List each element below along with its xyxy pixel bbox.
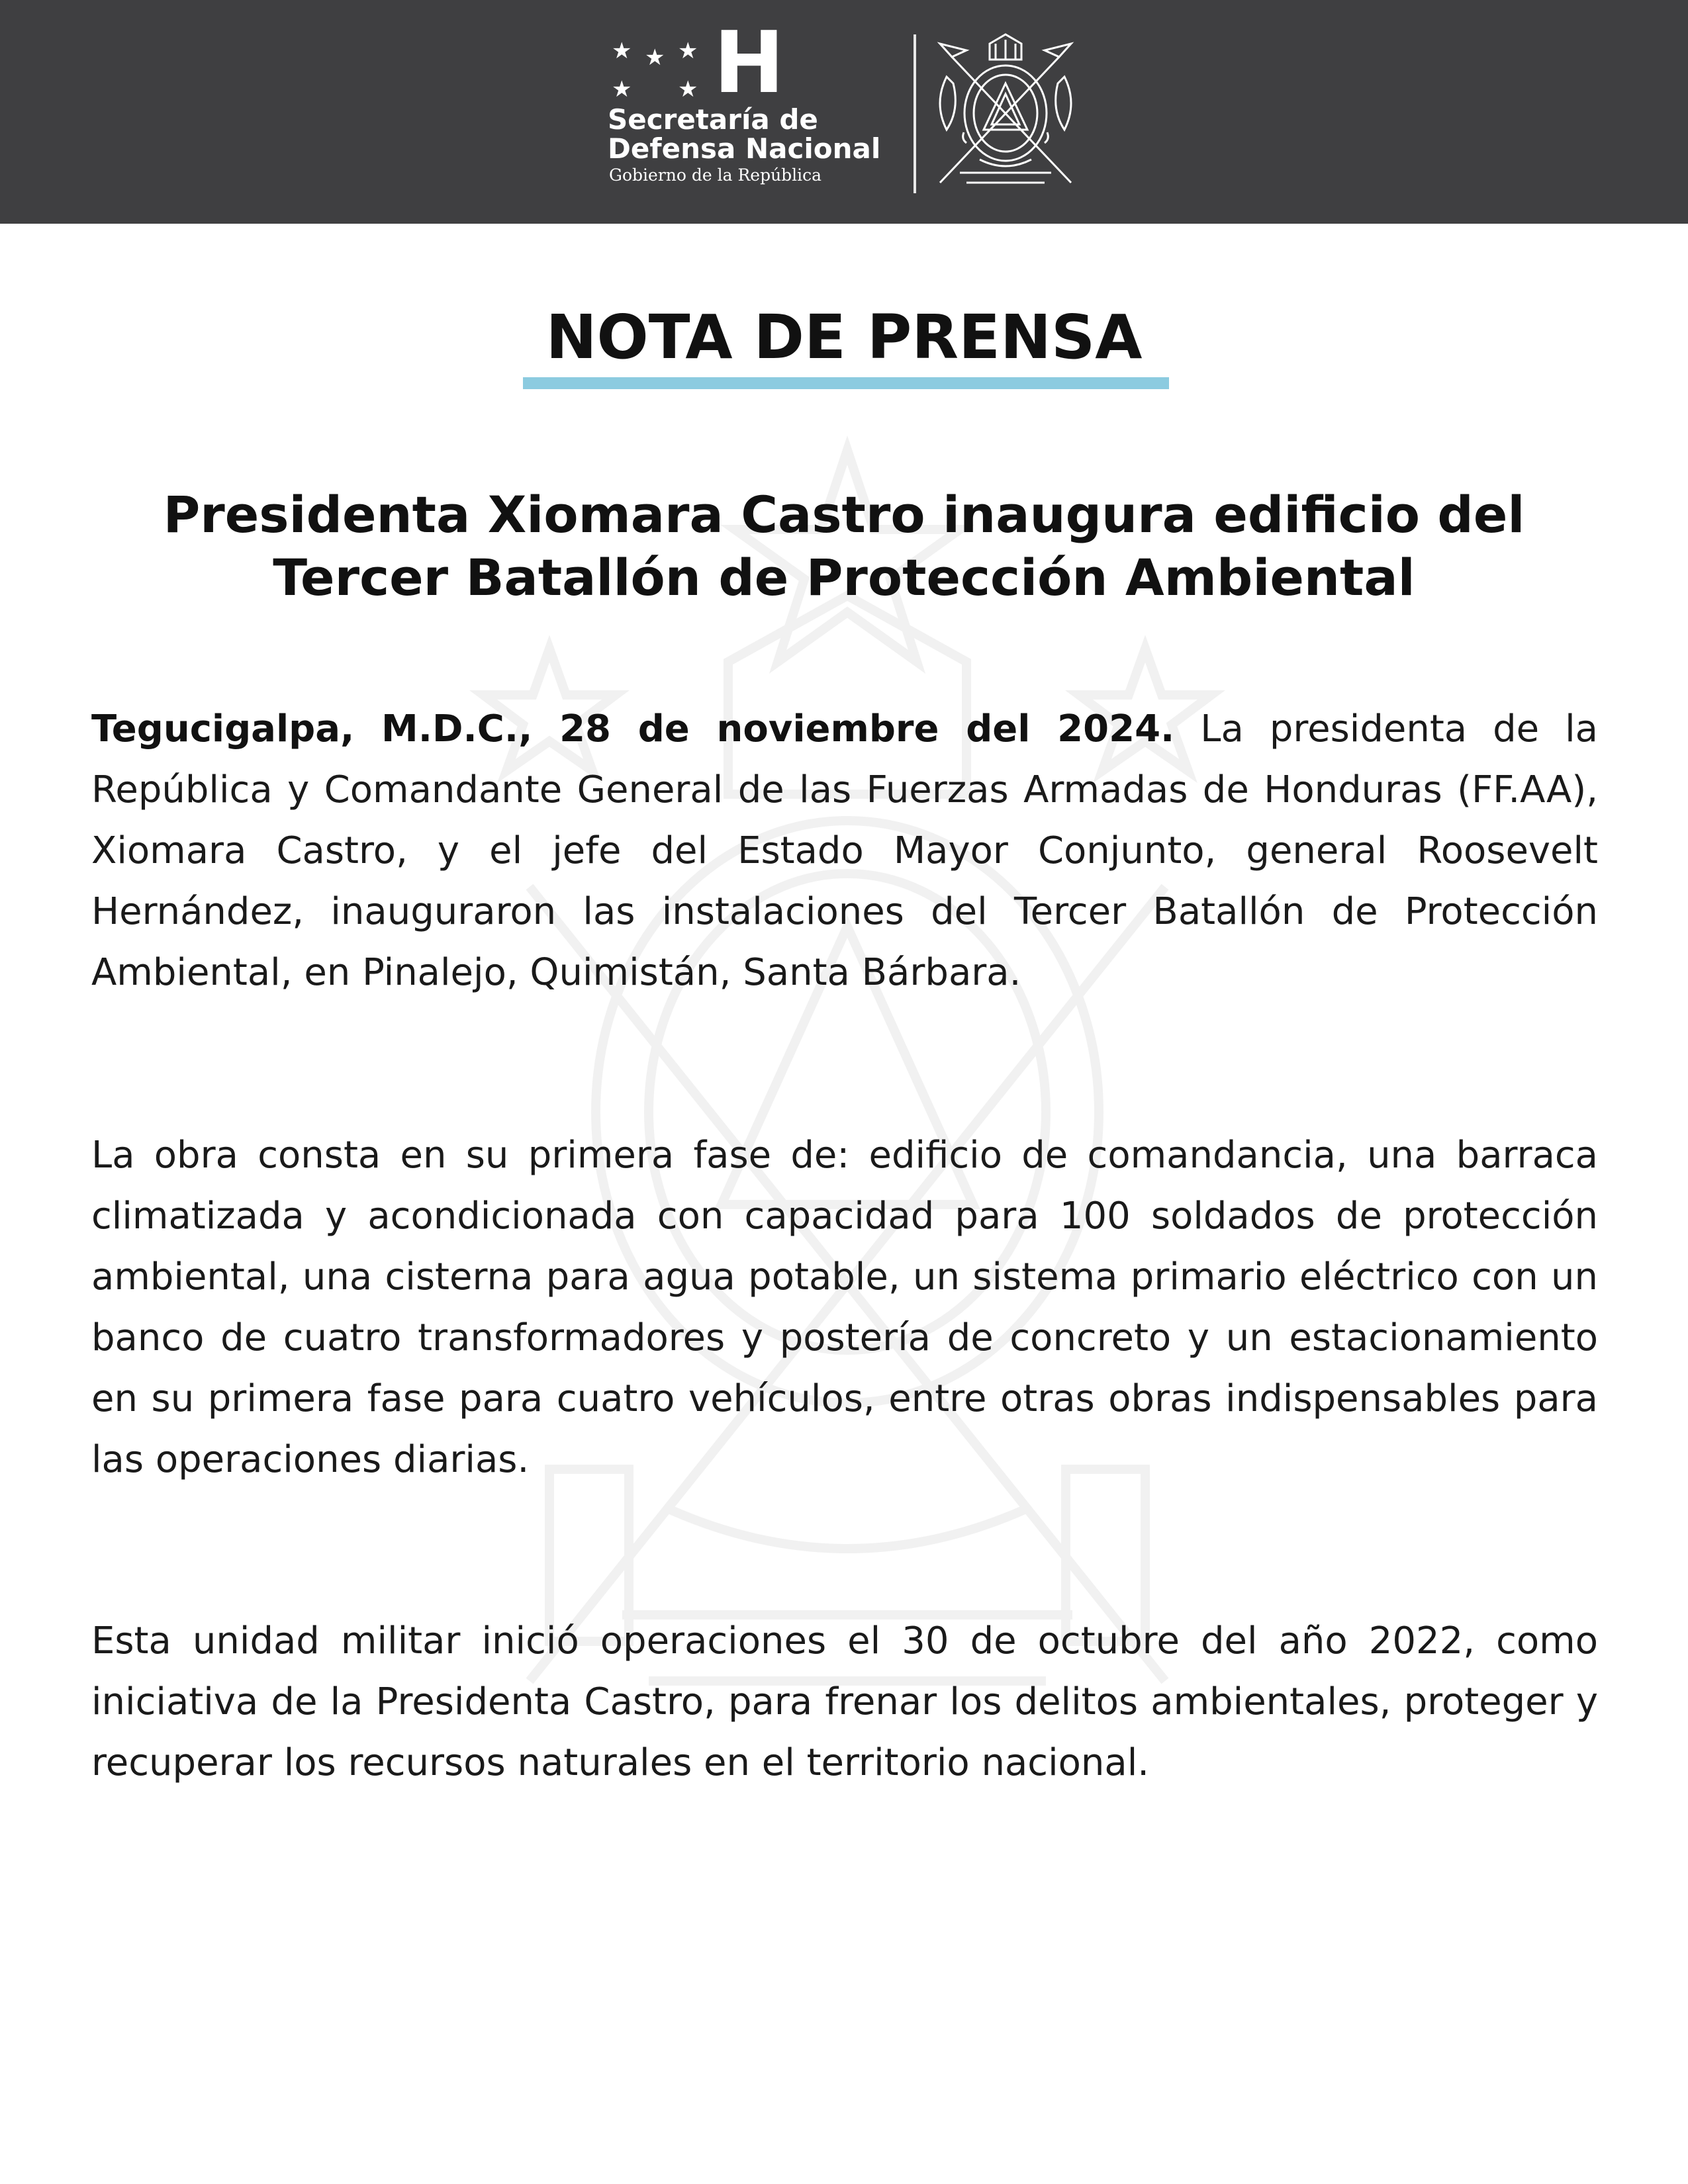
brand-letter: H: [714, 14, 785, 113]
dateline: Tegucigalpa, M.D.C., 28 de noviembre del 2024.: [91, 707, 1175, 751]
paragraph-1-text: La presidenta de la República y Comandante General de las Fuerzas Armadas de Honduras (FF.AA), Xiomara Castro, y el jefe del Estado Mayor Conjunto, general Roosevelt Hernández, inauguraron las instalaciones del Tercer Batallón de Protección Ambiental, en Pinalejo, Quimistán, Santa Bárbara.: [91, 707, 1598, 994]
coat-of-arms-icon: [927, 30, 1084, 196]
five-stars-icon: ★ ★ ★ ★ ★: [612, 38, 698, 103]
paragraph-3: Esta unidad militar inició operaciones el 30 de octubre del año 2022, como iniciativa de la Presidenta Castro, para frenar los delitos ambientales, proteger y recuperar los recursos naturales en el territorio nacional.: [91, 1619, 1598, 1784]
title-underline: [523, 377, 1169, 389]
press-headline: Presidenta Xiomara Castro inaugura edificio del Tercer Batallón de Protección Ambiental: [163, 485, 1525, 607]
document-title: NOTA DE PRENSA: [545, 302, 1143, 373]
page-header: [0, 0, 1688, 224]
secretariat-logo: [608, 14, 912, 192]
secretariat-name-line2: Defensa Nacional: [608, 132, 881, 165]
government-subtitle: Gobierno de la República: [609, 165, 822, 185]
secretariat-name-line1: Secretaría de: [608, 103, 818, 136]
paragraph-2: La obra consta en su primera fase de: edificio de comandancia, una barraca climatizada y acondicionada con capacidad para 100 soldados de protección ambiental, una cisterna para agua potable, un sistema primario eléctrico con un banco de cuatro transformadores y postería de concreto y un estacionamiento en su primera fase para cuatro vehículos, entre otras obras indispensables para las operaciones diarias.: [91, 1134, 1598, 1481]
header-divider: [914, 34, 916, 193]
paragraph-1: [91, 699, 1598, 1003]
